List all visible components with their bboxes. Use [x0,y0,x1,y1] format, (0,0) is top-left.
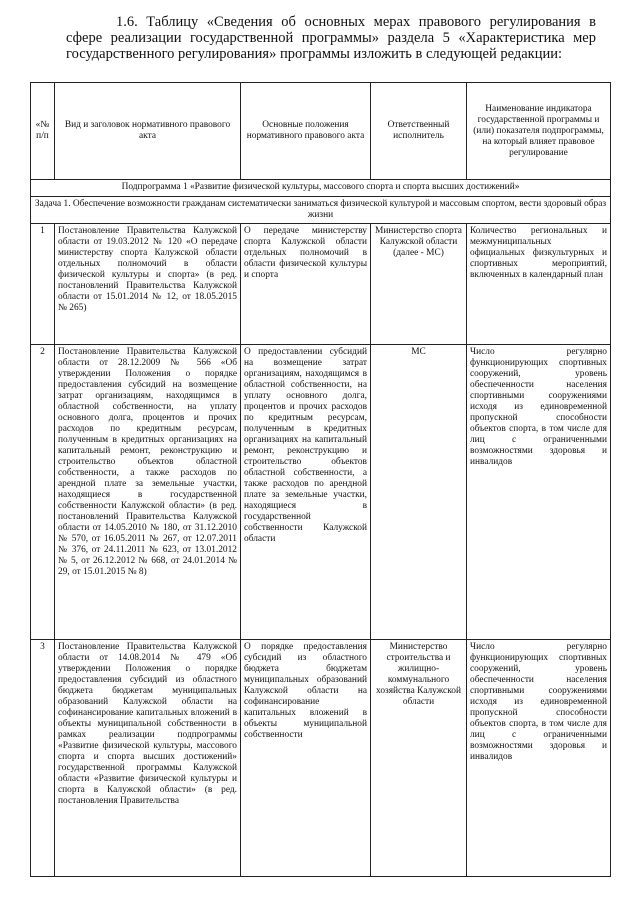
row-provisions: О порядке предоставления субсидий из областного бюджета бюджетам муниципальных образований Калужской области на софинансирование капитальных вложений в объекты муниципальной собственности [241,640,371,877]
header-act: Вид и заголовок нормативного правового акта [55,83,241,180]
intro-paragraph [66,14,596,62]
intro-text: 1.6. Таблицу «Сведения об основных мерах правового регулирования в сфере реализации государственной программы» раздела 5 «Характеристика мер государственного регулирования» программы изложить в следующей редакции: [66,14,596,62]
row-act: Постановление Правительства Калужской области от 19.03.2012 № 120 «О передаче министерству спорта Калужской области отдельных полномочий в области физической культуры и спорта» (в ред. постановлений Правительства Калужской области от 15.01.2014 № 12, от 18.05.2015 № 265) [55,224,241,345]
task-row [31,197,611,224]
task-title: Задача 1. Обеспечение возможности гражданам систематически заниматься физической культурой и массовым спортом, вести здоровый образ жизни [31,197,611,224]
table-row [31,345,611,640]
row-executor: Министерство спорта Калужской области (далее - МС) [371,224,467,345]
header-indicator: Наименование индикатора государственной программы и (или) показателя подпрограммы, на который влияет правовое регулирование [467,83,611,180]
row-provisions: О предоставлении субсидий на возмещение затрат организациям, находящимся в областной собственности, на уплату основного долга, процентов и прочих расходов по кредитным ресурсам, полученным в кредитных организациях на капитальный ремонт, реконструкцию и строительство объектов областной собственности, а также расходов по арендной плате за земельные участки, находящиеся в государственной собственности Калужской области [241,345,371,640]
row-indicator: Число регулярно функционирующих спортивных сооружений, уровень обеспеченности населения спортивными сооружениями исходя из единовременной пропускной способности объектов спорта, в том числе для лиц с ограниченными возможностями здоровья и инвалидов [467,345,611,640]
row-provisions: О передаче министерству спорта Калужской области отдельных полномочий в области физической культуры и спорта [241,224,371,345]
header-row [31,83,611,180]
table-row [31,224,611,345]
row-act: Постановление Правительства Калужской области от 28.12.2009 № 566 «Об утверждении Положения о порядке предоставления субсидий на возмещение затрат организациям, находящимся в областной собственности, на уплату основного долга, процентов и прочих расходов по кредитным ресурсам, полученным в кредитных организациях на капитальный ремонт, реконструкцию и строительство объектов областной собственности, а также расходов по арендной плате за земельные участки, находящиеся в государственной собственности Калужской области» (в ред. постановлений Правительства Калужской области от 14.05.2010 № 180, от 31.12.2010 № 570, от 16.05.2011 № 267, от 12.07.2011 № 376, от 24.11.2011 № 623, от 13.01.2012 № 5, от 26.12.2012 № 668, от 24.01.2014 № 29, от 15.01.2015 № 8) [55,345,241,640]
regulation-table [30,82,611,877]
row-num: 1 [31,224,55,345]
header-num: «№ п/п [31,83,55,180]
row-act: Постановление Правительства Калужской области от 14.08.2014 № 479 «Об утверждении Положения о порядке предоставления субсидий из областного бюджета бюджетам муниципальных образований Калужской области на софинансирование капитальных вложений в объекты муниципальной собственности в рамках реализации подпрограммы «Развитие физической культуры, массового спорта и спорта высших достижений» государственной программы Калужской области «Развитие физической культуры и спорта в Калужской области» (в ред. постановления Правительства [55,640,241,877]
row-indicator: Количество региональных и межмуниципальных официальных физкультурных и спортивных мероприятий, включенных в календарный план [467,224,611,345]
subprogram-row [31,180,611,197]
subprogram-title: Подпрограмма 1 «Развитие физической культуры, массового спорта и спорта высших достижений» [31,180,611,197]
table-row [31,640,611,877]
row-executor: МС [371,345,467,640]
row-num: 3 [31,640,55,877]
row-executor: Министерство строительства и жилищно-коммунального хозяйства Калужской области [371,640,467,877]
row-num: 2 [31,345,55,640]
header-provisions: Основные положения нормативного правового акта [241,83,371,180]
header-executor: Ответственный исполнитель [371,83,467,180]
row-indicator: Число регулярно функционирующих спортивных сооружений, уровень обеспеченности населения спортивными сооружениями исходя из единовременной пропускной способности объектов спорта, в том числе для лиц с ограниченными возможностями здоровья и инвалидов [467,640,611,877]
